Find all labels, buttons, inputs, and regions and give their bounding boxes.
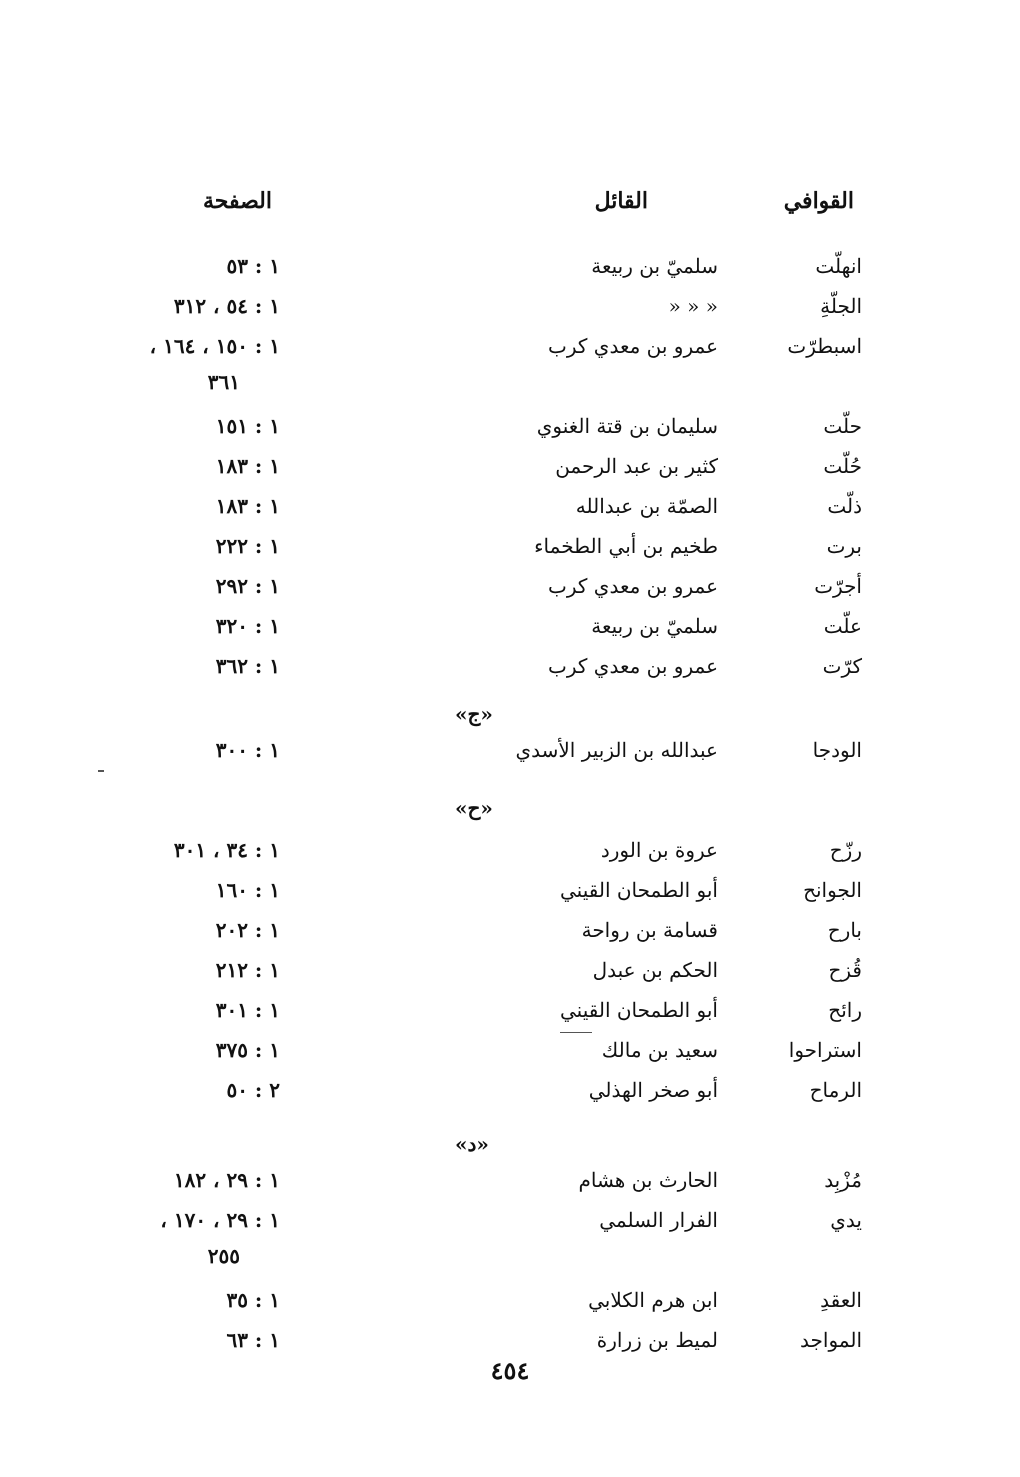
page-ref-cell: ١ : ٢٩ ، ١٨٢ xyxy=(173,1168,280,1192)
poet-cell: سلميّ بن ربيعة xyxy=(591,254,718,278)
poet-cell: سلميّ بن ربيعة xyxy=(591,614,718,638)
scan-speck xyxy=(98,770,104,772)
index-row xyxy=(0,286,1020,326)
rhyme-cell: الودجا xyxy=(812,738,862,762)
rhyme-cell: رائح xyxy=(828,998,862,1022)
page-ref-cell: ١ : ١٨٣ xyxy=(215,494,280,518)
poet-cell: الحارث بن هشام xyxy=(578,1168,718,1192)
poet-cell: عمرو بن معدي كرب xyxy=(548,574,718,598)
page-ref-cell: ١ : ٣٤ ، ٣٠١ xyxy=(173,838,280,862)
index-row xyxy=(0,566,1020,606)
page-ref-cell: ١ : ١٨٣ xyxy=(215,454,280,478)
poet-cell: كثير بن عبد الرحمن xyxy=(555,454,718,478)
section-letter: «ح» xyxy=(455,796,493,820)
rhyme-cell: حلّت xyxy=(823,414,862,438)
page-ref-cell: ١ : ٣٧٥ xyxy=(215,1038,280,1062)
rhyme-cell: انهلّت xyxy=(815,254,862,278)
poet-cell: عمرو بن معدي كرب xyxy=(548,654,718,678)
page-ref-cell: ١ : ٣٠٠ xyxy=(215,738,280,762)
index-row xyxy=(0,246,1020,286)
poet-cell: الفرار السلمي xyxy=(599,1208,718,1232)
page-number: ٤٥٤ xyxy=(490,1356,530,1385)
page-ref-cell: ١ : ٣٦٢ xyxy=(215,654,280,678)
index-row xyxy=(0,1160,1020,1200)
rhyme-cell: بارح xyxy=(827,918,862,942)
header-rhymes: القوافي xyxy=(783,188,854,214)
index-row xyxy=(0,1200,1020,1240)
section-letter: «د» xyxy=(455,1132,489,1156)
index-row xyxy=(0,730,1020,770)
poet-cell: عبدالله بن الزبير الأسدي xyxy=(515,738,718,762)
page-ref-cell: ١ : ٥٤ ، ٣١٢ xyxy=(173,294,280,318)
header-page: الصفحة xyxy=(202,188,272,214)
index-row xyxy=(0,830,1020,870)
index-row xyxy=(0,406,1020,446)
rhyme-cell: العقدِ xyxy=(820,1288,862,1312)
rhyme-cell: قُزح xyxy=(828,958,862,982)
index-row xyxy=(0,446,1020,486)
rhyme-cell: كرّت xyxy=(822,654,862,678)
index-row xyxy=(0,326,1020,366)
poet-cell: قسامة بن رواحة xyxy=(581,918,718,942)
poet-cell: عروة بن الورد xyxy=(600,838,718,862)
index-row xyxy=(0,1030,1020,1070)
page-ref-cell: ١ : ٣٢٠ xyxy=(215,614,280,638)
page-ref-cell: ١ : ٢١٢ xyxy=(215,958,280,982)
page-ref-cell: ١ : ١٦٠ xyxy=(215,878,280,902)
rhyme-cell: الرماح xyxy=(809,1078,862,1102)
section-letter: «ج» xyxy=(455,702,493,726)
index-row xyxy=(0,950,1020,990)
poet-cell: الصمّة بن عبدالله xyxy=(575,494,718,518)
index-row xyxy=(0,990,1020,1030)
page-ref-cell: ١ : ٢٩٢ xyxy=(215,574,280,598)
poet-cell: أبو الطمحان القيني xyxy=(560,878,718,902)
rhyme-cell: حُلّت xyxy=(823,454,862,478)
poet-cell: أبو الطمحان القيني xyxy=(560,998,718,1022)
index-row xyxy=(0,870,1020,910)
rhyme-cell: اسبطرّت xyxy=(787,334,862,358)
page-ref-cell: ١ : ٢٠٢ xyxy=(215,918,280,942)
rhyme-cell: الجوانح xyxy=(803,878,862,902)
index-row xyxy=(0,910,1020,950)
index-row xyxy=(0,1320,1020,1360)
page-ref-continuation: ٣٦١ xyxy=(207,370,240,394)
page-ref-cell: ١ : ٣٠١ xyxy=(215,998,280,1022)
rhyme-cell: ذلّت xyxy=(827,494,862,518)
poet-cell: الحكم بن عبدل xyxy=(592,958,718,982)
poet-cell: لميط بن زرارة xyxy=(596,1328,718,1352)
poet-cell: طخيم بن أبي الطخماء xyxy=(534,534,718,558)
page-ref-cell: ١ : ٢٢٢ xyxy=(215,534,280,558)
page-ref-cell: ١ : ٥٣ xyxy=(226,254,280,278)
poet-cell: سليمان بن قتة الغنوي xyxy=(536,414,718,438)
page-ref-cell: ١ : ١٥١ xyxy=(215,414,280,438)
poet-cell: ابن هرم الكلابي xyxy=(588,1288,718,1312)
poet-cell: أبو صخر الهذلي xyxy=(588,1078,718,1102)
header-poet: القائل xyxy=(594,188,648,214)
rhyme-cell: استراحوا xyxy=(788,1038,862,1062)
rhyme-cell: برت xyxy=(826,534,862,558)
index-row xyxy=(0,1070,1020,1110)
page-ref-cell: ١ : ١٥٠ ، ١٦٤ ، xyxy=(149,334,280,358)
index-row xyxy=(0,646,1020,686)
page-ref-cell: ١ : ٦٣ xyxy=(226,1328,280,1352)
page-ref-continuation: ٢٥٥ xyxy=(207,1244,240,1268)
index-row xyxy=(0,486,1020,526)
index-row xyxy=(0,526,1020,566)
rhyme-cell: علّت xyxy=(823,614,862,638)
poet-cell: « « « xyxy=(668,294,718,318)
index-row xyxy=(0,1280,1020,1320)
rhyme-cell: مُزْبِد xyxy=(824,1168,862,1192)
index-row xyxy=(0,606,1020,646)
page-ref-cell: ١ : ٢٩ ، ١٧٠ ، xyxy=(160,1208,280,1232)
rhyme-cell: أجرّت xyxy=(814,574,862,598)
scan-speck xyxy=(560,1032,592,1033)
rhyme-cell: يدي xyxy=(830,1208,862,1232)
rhyme-cell: رزّح xyxy=(829,838,862,862)
rhyme-cell: المواجد xyxy=(800,1328,862,1352)
rhyme-cell: الجلّةِ xyxy=(820,294,862,318)
poet-cell: عمرو بن معدي كرب xyxy=(548,334,718,358)
page-ref-cell: ٢ : ٥٠ xyxy=(226,1078,280,1102)
page-ref-cell: ١ : ٣٥ xyxy=(226,1288,280,1312)
poet-cell: سعيد بن مالك xyxy=(601,1038,718,1062)
